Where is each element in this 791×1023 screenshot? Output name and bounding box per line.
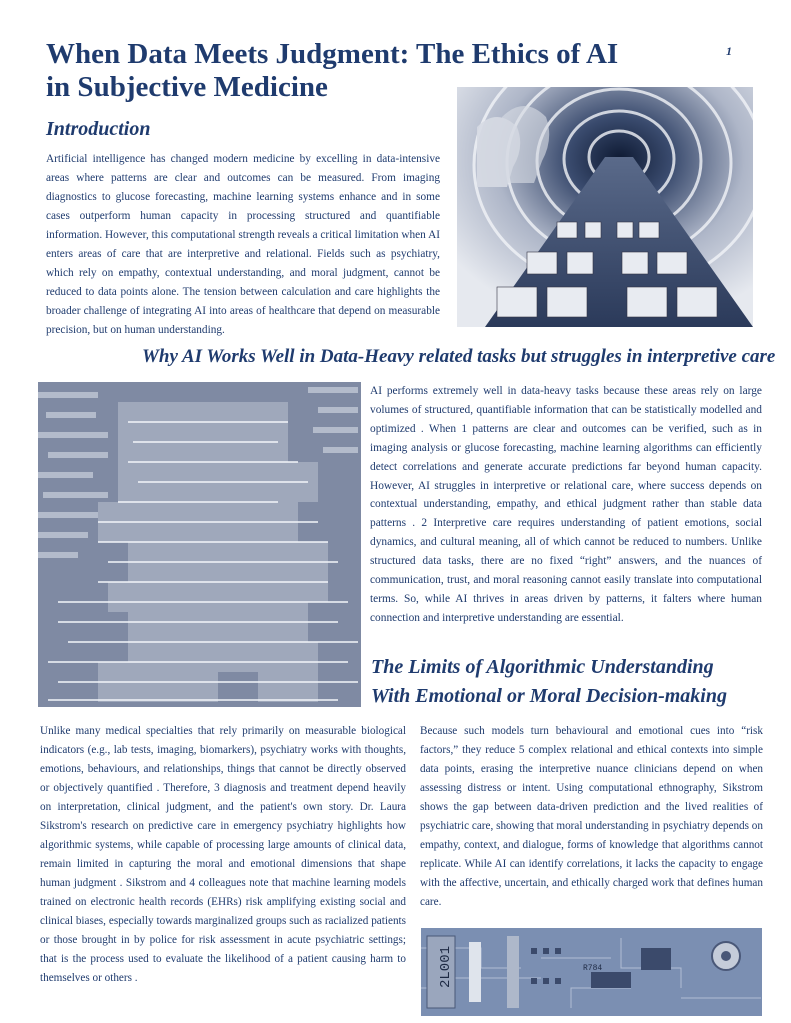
why-body: AI performs extremely well in data-heavy tasks because these areas rely on large volumes of structured, quantifiable information that can be statistically modelled and optimized . When 1 patterns are clear and outcomes can be verified, such as in imaging analysis or glucose forecasting, machine learning algorithms can efficiently detect correlations and generate accurate predictions far beyond human capacity. However, AI struggles in interpretive or relational care, where success depends on contextual understanding, empathy, and ethical judgment rather than stable data patterns . 2 Interpretive care requires understanding of patient emotions, social dynamics, and cultural meaning, all of which cannot be reduced to numbers. Unlike structured data tasks, there are no fixed “right” answers, and the nuances of communication, trust, and moral reasoning cannot easily translate into computational terms. So, while AI thrives in areas driven by patterns, it falters where human connection and interpretive understanding are essential. [370, 385, 762, 624]
page-title: When Data Meets Judgment: The Ethics of AI in Subjective Medicine [46, 38, 619, 103]
limits-heading-line1: The Limits of Algorithmic Understanding [371, 656, 714, 678]
chip-label-r784: R784 [583, 964, 603, 973]
introduction-body: Artificial intelligence has changed modern medicine by excelling in data-intensive areas where patterns are clear and outcomes can be measured. From imaging diagnostics to glucose forecasting, machine learning systems enhance and in some cases outperform human capacity in processing structured and quantifiable information. However, this computational strength reveals a critical limitation when AI enters areas of care that are interpretive and relational. Fields such as psychiatry, which rely on empathy, contextual understanding, and moral judgment, cannot be reduced to data points alone. The tension between calculation and care highlights the broader challenge of integrating AI into areas of healthcare that depend on measurable precision, but on human understanding. [46, 153, 440, 336]
circuit-board-image [421, 928, 762, 1016]
limits-body-right: Because such models turn behavioural and emotional cues into “risk factors,” they reduce 5 complex relational and ethical contexts into simple data points, erasing the interpretive nuance clinicians depend on when assessing distress or intent. Using computational ethnography, Sikstrom shows the gap between data-driven prediction and the lived realities of psychiatric care, showing that moral understanding in psychiatry depends on empathy, context, and dialogue, forms of knowledge that algorithms cannot replicate. While AI can identify correlations, it lacks the capacity to engage with the affective, uncertain, and ethically charged work that defines human care. [420, 725, 763, 908]
page-number: 1 [726, 44, 732, 58]
circuit-graphic [421, 928, 762, 1016]
why-heading: Why AI Works Well in Data-Heavy related tasks but struggles in interpretive care [142, 346, 776, 367]
typography-face-image [38, 382, 361, 707]
ai-heads-illustration [457, 87, 753, 327]
typography-graphic [38, 382, 361, 707]
chip-label-2l001: 2L001 [438, 945, 454, 988]
introduction-heading: Introduction [46, 118, 151, 140]
limits-heading-line2: With Emotional or Moral Decision-making [371, 685, 727, 707]
tunnel-graphic [457, 87, 753, 327]
limits-body-left: Unlike many medical specialties that rely primarily on measurable biological indicators (e.g., lab tests, imaging, biomarkers), psychiatry works with thoughts, emotions, behaviours, and relationships, things that cannot be directly observed or objectively quantified . Therefore, 3 diagnosis and treatment depend heavily on interpretation, clinical judgment, and the patient's own story. Dr. Laura Sikstrom's research on predictive care in emergency psychiatry highlights how algorithmic systems, while capable of processing large amounts of clinical data, remain limited in capturing the moral and emotional dimensions that shape human judgment . Sikstrom and 4 colleagues note that machine learning models trained on electronic health records (EHRs) risk amplifying existing social and clinical biases, especially towards marginalized groups such as racialized patients or those brought in by police for risk assessment in acute psychiatric settings; that is the process used to evaluate the likelihood of a patient causing harm to themselves or others . [40, 725, 406, 984]
limits-heading [371, 653, 727, 711]
